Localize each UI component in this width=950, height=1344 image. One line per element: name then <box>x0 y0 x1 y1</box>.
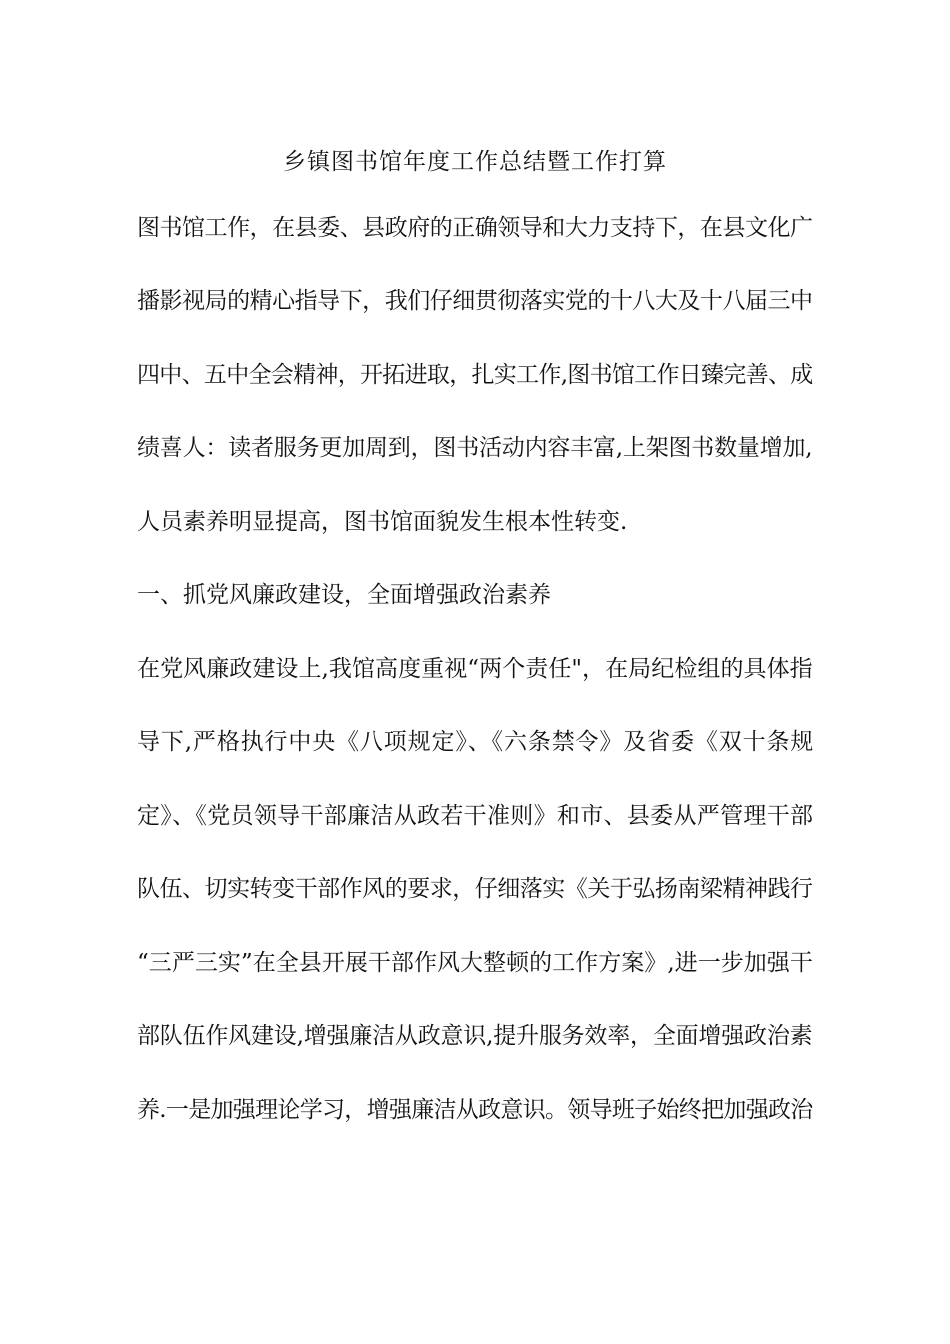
body-line: 播影视局的精心指导下，我们仔细贯彻落实党的十八大及十八届三中 <box>137 288 813 314</box>
body-line: 定》、《党员领导干部廉洁从政若干准则》和市、县委从严管理干部 <box>137 803 814 829</box>
body-line: 在党风廉政建设上,我馆高度重视“两个责任"，在局纪检组的具体指 <box>137 656 813 682</box>
body-line: 部队伍作风建设,增强廉洁从政意识,提升服务效率，全面增强政治素 <box>137 1023 813 1049</box>
body-line: 导下,严格执行中央《八项规定》、《六条禁令》及省委《双十条规 <box>137 729 815 755</box>
document-title: 乡镇图书馆年度工作总结暨工作打算 <box>283 149 667 175</box>
section-heading: 一、抓党风廉政建设，全面增强政治素养 <box>137 582 551 608</box>
body-line: 图书馆工作，在县委、县政府的正确领导和大力支持下，在县文化广 <box>137 215 813 241</box>
body-line: “三严三实”在全县开展干部作风大整顿的工作方案》,进一步加强干 <box>137 950 813 976</box>
body-line: 队伍、切实转变干部作风的要求，仔细落实《关于弘扬南梁精神践行 <box>137 876 813 902</box>
body-line: 绩喜人：读者服务更加周到，图书活动内容丰富,上架图书数量增加, <box>137 435 813 461</box>
body-line: 养.一是加强理论学习，增强廉洁从政意识。领导班子始终把加强政治 <box>137 1097 813 1123</box>
body-line: 四中、五中全会精神，开拓进取，扎实工作,图书馆工作日臻完善、成 <box>137 362 813 388</box>
body-line: 人员素养明显提高，图书馆面貌发生根本性转变. <box>137 509 628 535</box>
